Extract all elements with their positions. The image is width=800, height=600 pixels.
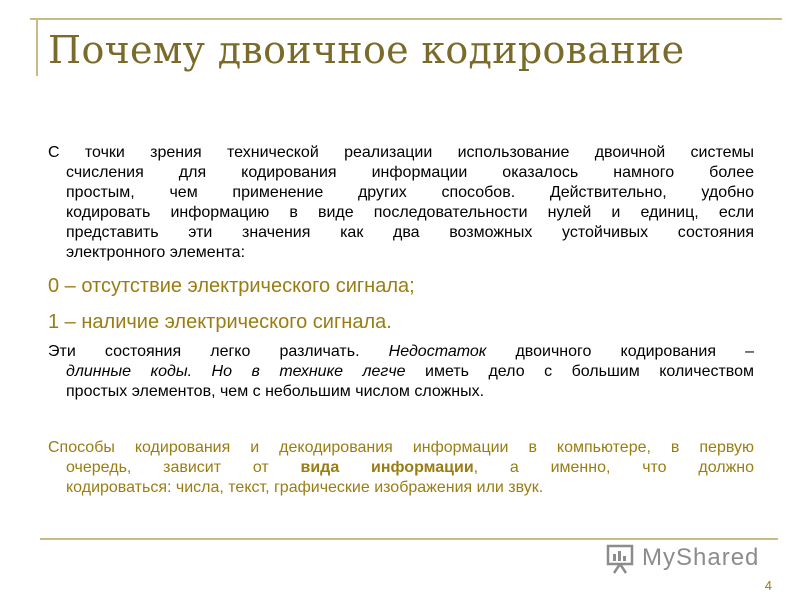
state-zero-line: 0 – отсутствие электрического сигнала; [48,275,415,297]
text-line: кодироваться: числа, текст, графические изображения или звук. [66,479,544,496]
presentation-board-icon [606,542,636,574]
frame-top-line [30,18,782,20]
text-line: простым, чем применение других способов. Действительно, удобно [66,184,754,201]
text-line: С точки зрения технической реализации использование двоичной системы [48,144,754,161]
text-line [48,342,754,362]
text-line [48,458,754,478]
text-line: кодировать информацию в виде последовательности нулей и единиц, если [66,204,754,221]
bold-fragment: вида информации [300,459,474,476]
page-number: 4 [764,578,772,593]
watermark-logo [606,540,759,576]
state-one-line: 1 – наличие электрического сигнала. [48,311,392,333]
text-fragment: очередь, зависит от [66,459,301,476]
italic-fragment: длинные коды. Но в технике легче [66,363,406,380]
text-line: Способы кодирования и декодирования информации в компьютере, в первую [48,439,754,456]
text-line: электронного элемента: [66,244,246,261]
slide-title: Почему двоичное кодирование [48,28,685,72]
paragraph-encoding-methods [48,438,754,498]
frame-left-line [36,18,38,76]
text-line: счисления для кодирования информации оказалось намного более [66,164,754,181]
text-fragment: двоичного кодирования – [486,343,754,360]
slide-content [48,143,754,498]
paragraph-binary-intro [48,143,754,263]
text-fragment: иметь дело с большим количеством [405,363,755,380]
logo-text: MyShared [642,544,760,571]
italic-fragment: Недостаток [388,343,487,360]
text-line: простых элементов, чем с небольшим числом сложных. [66,383,485,400]
text-line [48,362,754,382]
text-line: представить эти значения как два возможных устойчивых состояния [66,224,754,241]
paragraph-states [48,342,754,402]
text-fragment: Эти состояния легко различать. [48,343,389,360]
text-fragment: , а именно, что должно [473,459,755,476]
